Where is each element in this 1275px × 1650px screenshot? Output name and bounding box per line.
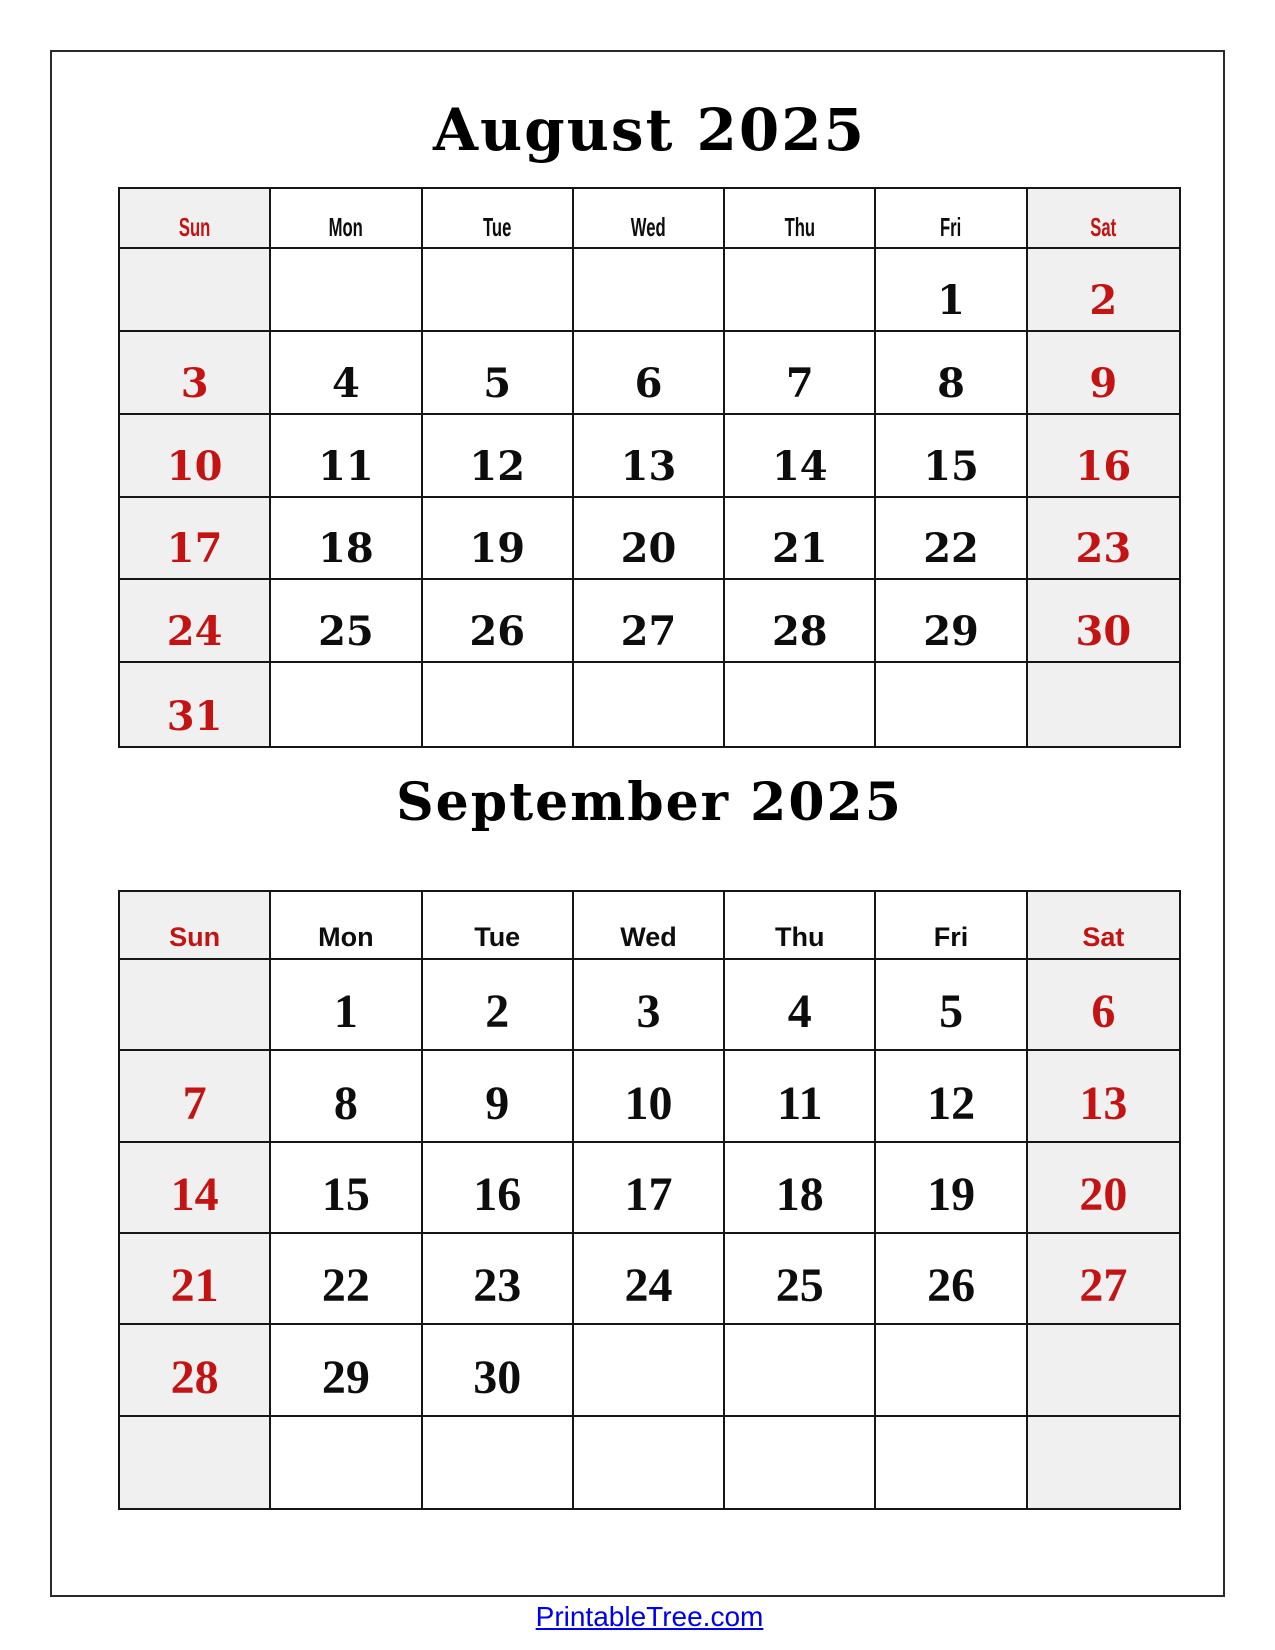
month-title-september: September 2025 [396, 772, 903, 833]
date-cell [120, 498, 271, 581]
date-cell [423, 332, 574, 415]
date-cell [876, 580, 1027, 663]
date-label: 24 [166, 608, 223, 656]
date-cell [876, 1325, 1027, 1416]
date-label: 12 [927, 1076, 976, 1130]
day-header-label: Mon [318, 922, 374, 952]
date-cell [876, 415, 1027, 498]
date-label: 8 [937, 359, 965, 407]
date-cell [876, 498, 1027, 581]
date-cell [1028, 1325, 1179, 1416]
date-label: 7 [785, 359, 814, 407]
date-cell [271, 580, 422, 663]
date-cell [574, 415, 725, 498]
date-cell [574, 1325, 725, 1416]
date-label: 26 [927, 1259, 976, 1313]
date-label: 31 [166, 693, 223, 740]
date-cell [574, 1143, 725, 1234]
day-header-label: Wed [620, 922, 677, 952]
date-cell [120, 960, 271, 1051]
date-cell [725, 1234, 876, 1325]
date-cell [1028, 1051, 1179, 1142]
date-label: 28 [771, 608, 828, 656]
date-label: 25 [318, 608, 374, 656]
date-cell [271, 1234, 422, 1325]
day-header-cell [1028, 189, 1179, 249]
date-cell [120, 1051, 271, 1142]
date-cell [1028, 580, 1179, 663]
date-cell [725, 1325, 876, 1416]
date-cell [725, 332, 876, 415]
date-cell [1028, 1234, 1179, 1325]
date-label: 11 [777, 1076, 823, 1130]
date-cell [120, 1234, 271, 1325]
date-cell [725, 415, 876, 498]
date-label: 20 [1079, 1168, 1128, 1221]
date-cell [1028, 663, 1179, 746]
date-cell [725, 960, 876, 1051]
date-label: 6 [1091, 985, 1116, 1039]
day-header-cell [574, 189, 725, 249]
footer [118, 1601, 1181, 1633]
date-label: 13 [1079, 1076, 1128, 1130]
date-cell [876, 1234, 1027, 1325]
day-header-label: Thu [775, 922, 825, 952]
date-label: 15 [321, 1168, 370, 1221]
date-label: 5 [939, 985, 964, 1039]
date-cell [423, 1234, 574, 1325]
date-cell [725, 663, 876, 746]
date-label: 3 [636, 985, 661, 1039]
day-header-cell [423, 892, 574, 960]
date-cell [574, 332, 725, 415]
date-cell [271, 1051, 422, 1142]
date-cell [876, 332, 1027, 415]
date-label: 14 [170, 1168, 219, 1221]
date-label: 8 [333, 1076, 358, 1130]
date-label: 7 [182, 1076, 207, 1130]
date-label: 23 [473, 1259, 522, 1313]
date-cell [574, 1051, 725, 1142]
day-header-label: Fri [933, 922, 969, 952]
date-label: 4 [332, 359, 360, 407]
date-cell [725, 1051, 876, 1142]
date-cell [271, 663, 422, 746]
day-header-label: Sun [169, 922, 221, 952]
date-cell [1028, 1417, 1179, 1508]
date-cell [725, 580, 876, 663]
date-label: 20 [620, 525, 677, 573]
date-label: 15 [923, 442, 979, 490]
date-cell [271, 249, 422, 332]
day-header-cell [1028, 892, 1179, 960]
date-label: 27 [620, 608, 677, 656]
date-label: 29 [321, 1350, 370, 1404]
date-cell [574, 1417, 725, 1508]
day-header-cell [423, 189, 574, 249]
date-cell [120, 580, 271, 663]
date-label: 3 [180, 359, 209, 407]
calendar-grid-august [118, 187, 1181, 748]
date-label: 14 [771, 442, 828, 490]
date-cell [423, 249, 574, 332]
date-cell [574, 580, 725, 663]
date-label: 26 [469, 608, 526, 656]
day-header-label: Mon [328, 212, 364, 242]
day-header-cell [120, 892, 271, 960]
day-header-label: Thu [784, 212, 816, 242]
date-label: 10 [166, 442, 223, 490]
date-cell [725, 1143, 876, 1234]
printabletree-link[interactable]: PrintableTree.com [535, 1601, 764, 1632]
date-label: 24 [624, 1259, 673, 1313]
date-label: 12 [469, 442, 526, 490]
day-header-label: Sat [1082, 922, 1125, 952]
day-header-cell [120, 189, 271, 249]
date-label: 30 [473, 1350, 522, 1404]
date-cell [423, 580, 574, 663]
date-cell [876, 1051, 1027, 1142]
date-cell [423, 498, 574, 581]
date-cell [876, 1417, 1027, 1508]
date-label: 16 [473, 1168, 522, 1221]
date-label: 29 [923, 608, 979, 656]
date-label: 2 [485, 985, 510, 1039]
date-cell [423, 960, 574, 1051]
month-title-august: August 2025 [433, 96, 866, 164]
date-label: 22 [321, 1259, 370, 1313]
date-cell [120, 415, 271, 498]
date-cell [1028, 332, 1179, 415]
date-cell [271, 498, 422, 581]
day-header-label: Fri [940, 212, 962, 242]
day-header-cell [876, 189, 1027, 249]
date-cell [271, 1417, 422, 1508]
date-cell [1028, 415, 1179, 498]
date-label: 18 [775, 1168, 824, 1221]
date-cell [120, 663, 271, 746]
date-label: 28 [170, 1350, 219, 1404]
date-label: 1 [333, 985, 358, 1039]
date-label: 4 [787, 985, 812, 1039]
day-header-cell [876, 892, 1027, 960]
date-cell [876, 249, 1027, 332]
date-cell [423, 1051, 574, 1142]
day-header-label: Tue [483, 212, 512, 242]
date-cell [423, 1417, 574, 1508]
date-cell [120, 1417, 271, 1508]
date-cell [1028, 498, 1179, 581]
date-label: 10 [624, 1076, 673, 1130]
date-cell [423, 1325, 574, 1416]
date-cell [271, 1143, 422, 1234]
date-cell [1028, 249, 1179, 332]
date-label: 21 [170, 1259, 219, 1313]
date-label: 21 [771, 525, 828, 573]
date-cell [876, 1143, 1027, 1234]
date-label: 17 [624, 1168, 673, 1221]
date-cell [271, 1325, 422, 1416]
date-label: 27 [1079, 1259, 1128, 1313]
day-header-label: Tue [474, 922, 521, 952]
date-label: 6 [634, 359, 663, 407]
date-label: 18 [318, 525, 374, 573]
date-cell [423, 1143, 574, 1234]
date-label: 1 [937, 276, 965, 324]
date-label: 2 [1089, 276, 1118, 324]
day-header-cell [271, 892, 422, 960]
date-cell [423, 415, 574, 498]
date-cell [120, 249, 271, 332]
date-cell [725, 498, 876, 581]
date-label: 5 [483, 359, 512, 407]
calendar-grid-september [118, 890, 1181, 1510]
date-label: 11 [318, 442, 374, 490]
date-cell [574, 249, 725, 332]
date-cell [120, 1143, 271, 1234]
date-cell [423, 663, 574, 746]
date-label: 16 [1075, 442, 1132, 490]
date-cell [574, 663, 725, 746]
date-label: 22 [923, 525, 979, 573]
date-cell [574, 1234, 725, 1325]
date-label: 13 [620, 442, 677, 490]
date-label: 9 [485, 1076, 510, 1130]
date-cell [1028, 960, 1179, 1051]
date-cell [725, 1417, 876, 1508]
date-cell [271, 415, 422, 498]
date-label: 17 [166, 525, 223, 573]
day-header-label: Wed [631, 212, 666, 242]
date-label: 25 [775, 1259, 824, 1313]
date-label: 30 [1075, 608, 1132, 656]
day-header-cell [725, 892, 876, 960]
day-header-cell [271, 189, 422, 249]
date-cell [725, 249, 876, 332]
date-cell [120, 1325, 271, 1416]
date-cell [574, 498, 725, 581]
day-header-cell [725, 189, 876, 249]
date-cell [1028, 1143, 1179, 1234]
date-cell [120, 332, 271, 415]
date-cell [574, 960, 725, 1051]
date-cell [271, 960, 422, 1051]
day-header-label: Sun [178, 212, 211, 242]
date-cell [876, 663, 1027, 746]
day-header-cell [574, 892, 725, 960]
date-label: 19 [927, 1168, 976, 1221]
date-label: 19 [469, 525, 526, 573]
date-cell [876, 960, 1027, 1051]
date-cell [271, 332, 422, 415]
day-header-label: Sat [1090, 212, 1117, 242]
date-label: 9 [1089, 359, 1118, 407]
date-label: 23 [1075, 525, 1132, 573]
